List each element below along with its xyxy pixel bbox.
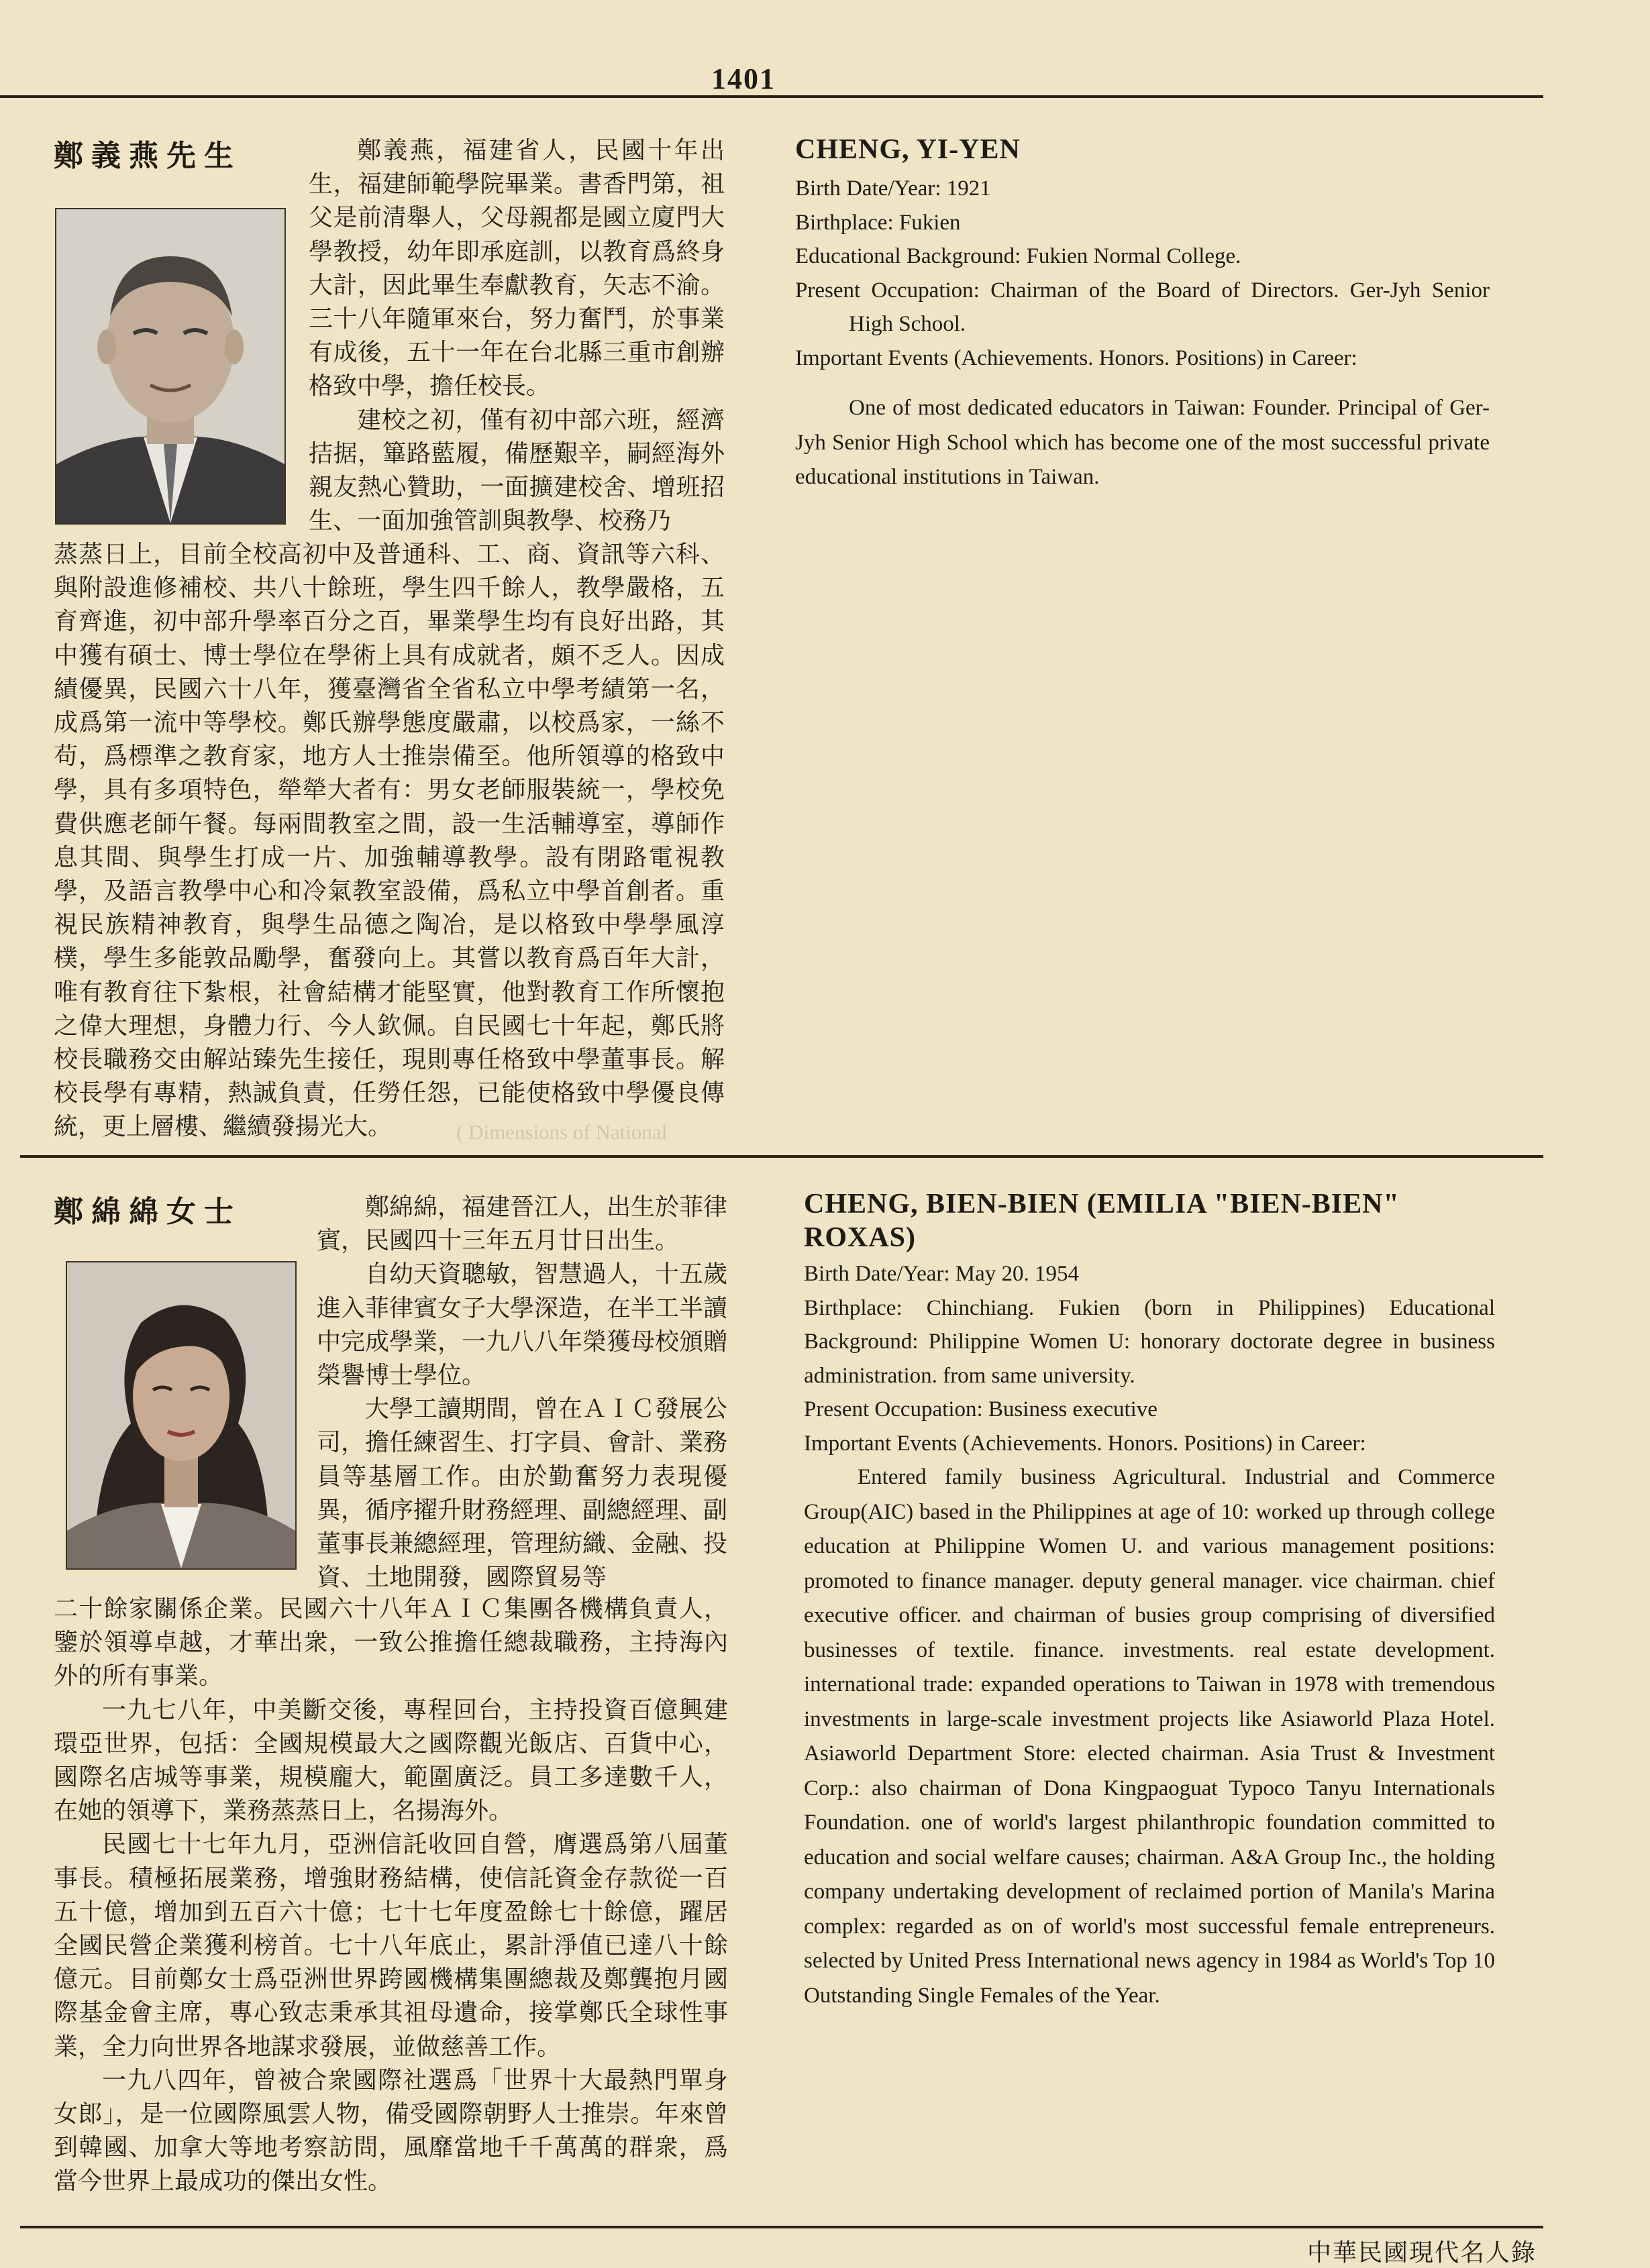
entry2-events-text: Entered family business Agricultural. Industrial and Commerce Group(AIC) based in the Philippines at age of 10: worked up through college education at Philippine Women U. and various management positions: promoted to finance manager. deputy general manager. vice chairman. chief executive officer. and chairman of busies group comprising of diversified businesses of textile. finance. investments. real estate development. international trade: expanded operations to Taiwan in 1978 with tremendous investments in large-scale investment projects like Asiaworld Plaza Hotel. Asiaworld Department Store: elected chairman. Asia Trust & Investment Corp.: also chairman of Dona Kingpaoguat Typoco Tanyu Internationals Foundation. one of world's largest philanthropic foundation committed to education and social welfare causes; chairman. A&A Group Inc., the holding company undertaking development of reclaimed portion of Manila's Marina complex: regarded as on of world's most successful female entrepreneurs. selected by United Press International news agency in 1984 as World's Top 10 Outstanding Single Females of the Year.	[804, 1465, 1495, 2008]
entry1-bio-paragraph: 鄭義燕，福建省人，民國十年出生，福建師範學院畢業。書香門第，祖父是前清舉人，父母親都是國立廈門大學教授，幼年即承庭訓，以教育爲終身大計，因此畢生奉獻教育，矢志不渝。三十八年隨軍來台，努力奮鬥，於事業有成後，五十一年在台北縣三重市創辦格致中學，擔任校長。	[309, 137, 725, 400]
entry2-bio-paragraph: 二十餘家關係企業。民國六十八年ＡＩＣ集團各機構負責人，鑒於領導卓越，才華出衆，一致公推擔任總裁職務，主持海內外的所有事業。	[54, 1595, 728, 1690]
entry2-birthplace-education: Birthplace: Chinchiang. Fukien (born in Philippines) Educational Background: Philippine Women U: honorary doctorate degree in business administration. from same university.	[804, 1295, 1495, 1388]
top-rule	[0, 95, 1543, 98]
entry2-bio-paragraph: 鄭綿綿，福建晉江人，出生於菲律賓，民國四十三年五月廿日出生。	[317, 1193, 728, 1255]
bleed-through-text: ( Dimensions of National	[456, 1120, 668, 1144]
entry1-events-label: Important Events (Achievements. Honors. Positions) in Career:	[795, 345, 1357, 370]
footer-book-title: 中華民國現代名人錄	[1306, 2239, 1537, 2267]
entry2-occupation: Present Occupation: Business executive	[804, 1397, 1157, 1421]
page-number: 1401	[711, 62, 776, 95]
entry2-english-column	[804, 1187, 1495, 2013]
entry2-bio-paragraph: 大學工讀期間，曾在ＡＩＣ發展公司，擔任練習生、打字員、會計、業務員等基層工作。由於勤奮努力表現優異，循序擢升財務經理、副總經理、副董事長兼總經理，管理紡織、金融、投資、土地開發，國際貿易等	[317, 1395, 728, 1592]
entry2-birth-date: Birth Date/Year: May 20. 1954	[804, 1262, 1080, 1286]
entry2-english-name: CHENG, BIEN-BIEN (EMILIA "BIEN-BIEN" ROXAS)	[804, 1189, 1400, 1253]
entry1-chinese-bio-top	[309, 134, 725, 538]
entry1-occupation: Present Occupation: Chairman of the Board of Directors. Ger-Jyh Senior High School.	[795, 278, 1490, 336]
entry1-english-column	[795, 133, 1490, 495]
entry1-birth-date: Birth Date/Year: 1921	[795, 176, 991, 201]
entry1-birthplace: Birthplace: Fukien	[795, 210, 961, 235]
entry1-education: Educational Background: Fukien Normal College.	[795, 244, 1241, 268]
entry1-bio-paragraph: 建校之初，僅有初中部六班，經濟拮据，篳路藍履，備歷艱辛，嗣經海外親友熱心贊助，一面擴建校舍、增班招生、一面加強管訓與教學、校務乃	[309, 406, 725, 535]
entry1-chinese-bio-bottom	[54, 538, 725, 1144]
entry2-bio-paragraph: 自幼天資聰敏，智慧過人，十五歲進入菲律賓女子大學深造，在半工半讀中完成學業，一九八八年榮獲母校頒贈榮譽博士學位。	[317, 1260, 728, 1390]
entry-divider-rule	[20, 1155, 1543, 1158]
bottom-rule	[20, 2226, 1543, 2228]
entry2-events-label: Important Events (Achievements. Honors. Positions) in Career:	[804, 1431, 1366, 1456]
entry2-portrait-photo	[66, 1261, 297, 1570]
entry2-chinese-bio-bottom	[54, 1592, 728, 2199]
entry2-chinese-name: 鄭綿綿女士	[54, 1195, 242, 1229]
entry1-bio-paragraph: 蒸蒸日上，目前全校高初中及普通科、工、商、資訊等六科、與附設進修補校、共八十餘班，學生四千餘人，教學嚴格，五育齊進，初中部升學率百分之百，畢業學生均有良好出路，其中獲有碩士、博士學位在學術上具有成就者，頗不乏人。因成績優異，民國六十八年，獲臺灣省全省私立中學考績第一名，成爲第一流中等學校。鄭氏辦學態度嚴肅，以校爲家，一絲不苟，爲標準之教育家，地方人士推崇備至。他所領導的格致中學，具有多項特色，犖犖大者有：男女老師服裝統一，學校免費供應老師午餐。每兩間教室之間，設一生活輔導室，導師作息其間、與學生打成一片、加強輔導教學。設有閉路電視教學，及語言教學中心和冷氣教室設備，爲私立中學首創者。重視民族精神教育，與學生品德之陶冶，是以格致中學學風淳樸，學生多能敦品勵學，奮發向上。其嘗以教育爲百年大計，唯有教育往下紮根，社會結構才能堅實，他對教育工作所懷抱之偉大理想，身體力行、今人欽佩。自民國七十年起，鄭氏將校長職務交由解站臻先生接任，現則專任格致中學董事長。解校長學有專精，熱誠負責，任勞任怨，已能使格致中學優良傳統，更上層樓、繼續發揚光大。	[54, 541, 725, 1141]
entry2-bio-paragraph: 民國七十七年九月，亞洲信託收回自營，膺選爲第八屆董事長。積極拓展業務，增強財務結構，使信託資金存款從一百五十億，增加到五百六十億；七十七年度盈餘七十餘億，躍居全國民營企業獲利榜首。七十八年底止，累計淨值已達八十餘億元。目前鄭女士爲亞洲世界跨國機構集團總裁及鄭龔抱月國際基金會主席，專心致志秉承其祖母遺命，接掌鄭氏全球性事業，全力向世界各地謀求發展，並做慈善工作。	[54, 1831, 728, 2061]
entry2-chinese-bio-top	[317, 1191, 727, 1595]
entry2-bio-paragraph: 一九八四年，曾被合衆國際社選爲「世界十大最熱門單身女郎」，是一位國際風雲人物，備受國際朝野人士推崇。年來曾到韓國、加拿大等地考察訪問，風靡當地千千萬萬的群衆，爲當今世界上最成功的傑出女性。	[54, 2066, 728, 2196]
entry1-english-name: CHENG, YI-YEN	[795, 134, 1021, 165]
entry1-portrait-photo	[55, 208, 286, 525]
entry1-events-text: One of most dedicated educators in Taiwan: Founder. Principal of Ger-Jyh Senior High School which has become one of the most successful private educational institutions in Taiwan.	[795, 396, 1490, 489]
entry2-bio-paragraph: 一九七八年，中美斷交後，專程回台，主持投資百億興建環亞世界，包括：全國規模最大之國際觀光飯店、百貨中心，國際名店城等事業，規模龐大，範圍廣泛。員工多達數千人，在她的領導下，業務蒸蒸日上，名揚海外。	[54, 1696, 728, 1825]
entry1-chinese-name: 鄭義燕先生	[54, 139, 242, 173]
